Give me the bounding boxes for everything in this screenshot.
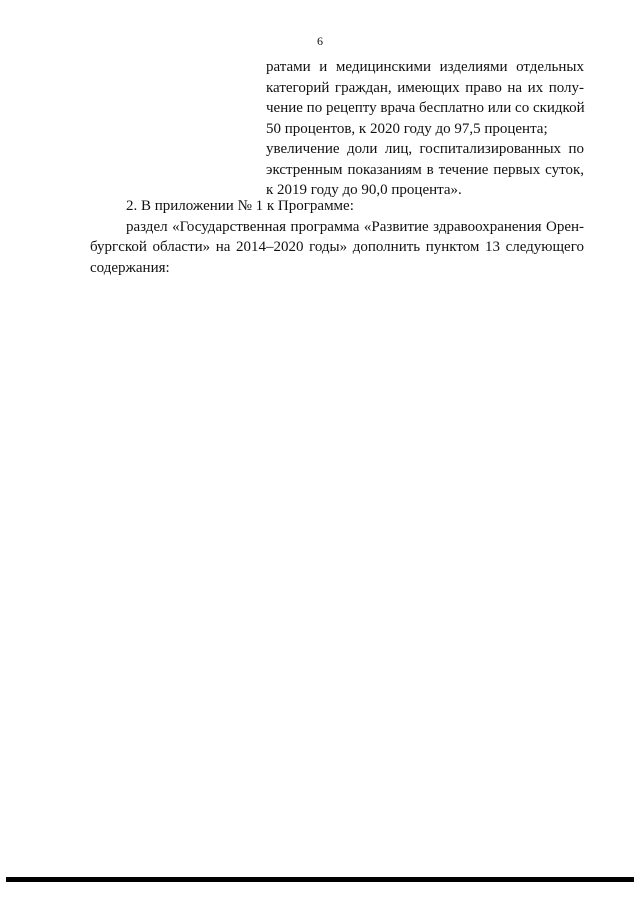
text-line: категорий граждан, имеющих право на их полу- [266, 79, 584, 96]
text-line: раздел «Государственная программа «Развитие здравоохранения Орен- [126, 218, 584, 235]
text-line: 50 процентов, к 2020 году до 97,5 процента; [266, 120, 548, 137]
section-2 [90, 196, 584, 278]
text-line: к 2019 году до 90,0 процента». [266, 182, 462, 198]
bottom-scan-border [6, 877, 634, 882]
section-heading: 2. В приложении № 1 к Программе: [126, 198, 354, 214]
indicator-list-continuation [266, 57, 584, 201]
text-line: содержания: [90, 259, 170, 276]
text-line: чение по рецепту врача бесплатно или со скидкой [266, 100, 585, 116]
page-number: 6 [317, 34, 323, 48]
text-line: ратами и медицинскими изделиями отдельных [266, 59, 584, 75]
text-line: увеличение доли лиц, госпитализированных по [266, 141, 584, 157]
text-line: экстренным показаниям в течение первых суток, [266, 161, 584, 178]
text-line: бургской области» на 2014–2020 годы» дополнить пунктом 13 следующего [90, 239, 584, 255]
